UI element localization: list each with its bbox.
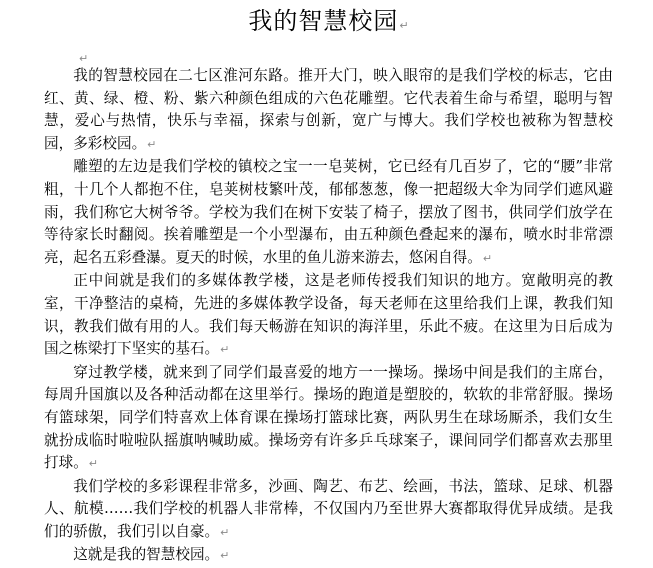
empty-paragraph — [44, 49, 613, 65]
paragraph — [44, 156, 613, 270]
paragraph-text: 穿过教学楼，就来到了同学们最喜爱的地方一一操场。操场中间是我们的主席台，每周升国旗以及各种活动都在这里举行。操场的跑道是塑胶的，软软的非常舒服。操场有篮球架，同学们特喜欢上体育课在操场打篮球比赛，两队男生在球场厮杀，我们女生就扮成临时啦啦队摇旗呐喊助威。操场旁有许多乒乓球案子，课间同学们都喜欢去那里打球。 — [44, 363, 613, 472]
paragraph — [44, 65, 613, 156]
paragraph — [44, 476, 613, 545]
paragraph-mark-icon: ↵ — [88, 457, 99, 471]
paragraph-mark-icon: ↵ — [220, 525, 230, 539]
paragraph-mark-icon: ↵ — [399, 19, 409, 32]
paragraph-text: 正中间就是我们的多媒体教学楼，这是老师传授我们知识的地方。宽敞明亮的教室，干净整洁的桌椅，先进的多媒体教学设备，每天老师在这里给我们上课，教我们知识，教我们做有用的人。我们每天畅游在知识的海洋里，乐此不疲。在这里为日后成为国之栋梁打下坚实的基石。 — [44, 272, 613, 358]
paragraph-text: 这就是我的智慧校园。 — [73, 546, 220, 564]
document-title: 我的智慧校园 — [248, 7, 399, 35]
paragraph-text: 我的智慧校园在二七区淮河东路。推开大门，映入眼帘的是我们学校的标志，它由红、黄、绿、橙、粉、紫六种颜色组成的六色花雕塑。它代表着生命与希望，聪明与智慧，爱心与热情，快乐与幸福，探索与创新，宽广与博大。我们学校也被称为智慧校园，多彩校园。 — [44, 67, 613, 152]
paragraph-mark-icon: ↵ — [147, 137, 157, 151]
paragraph-mark-icon: ↵ — [482, 251, 493, 265]
paragraph-mark-icon: ↵ — [220, 549, 230, 563]
paragraph — [44, 362, 613, 476]
paragraph — [44, 270, 613, 361]
document-title-line — [44, 6, 613, 41]
paragraph-mark-icon: ↵ — [220, 343, 230, 357]
paragraph-text: 雕塑的左边是我们学校的镇校之宝一一皂荚树，它已经有几百岁了，它的“腰”非常粗，十几个人都抱不住，皂荚树枝繁叶茂，郁郁葱葱，像一把超级大伞为同学们遮风避雨，我们称它大树爷爷。学校为我们在树下安装了椅子，摆放了图书，供同学们放学在等待家长时翻阅。挨着雕塑是一个小型瀑布，由五种颜色叠起来的瀑布，喷水时非常漂亮，起名五彩叠瀑。夏天的时候，水里的鱼儿游来游去，悠闲自得。 — [44, 158, 613, 266]
paragraph-text: 我们学校的多彩课程非常多，沙画、陶艺、布艺、绘画，书法，篮球、足球、机器人、航模……我们学校的机器人非常棒，不仅国内乃至世界大赛都取得优异成绩。是我们的骄傲，我们引以自豪。 — [44, 477, 613, 540]
paragraph — [44, 544, 613, 568]
paragraph-mark-icon: ↵ — [79, 52, 89, 65]
